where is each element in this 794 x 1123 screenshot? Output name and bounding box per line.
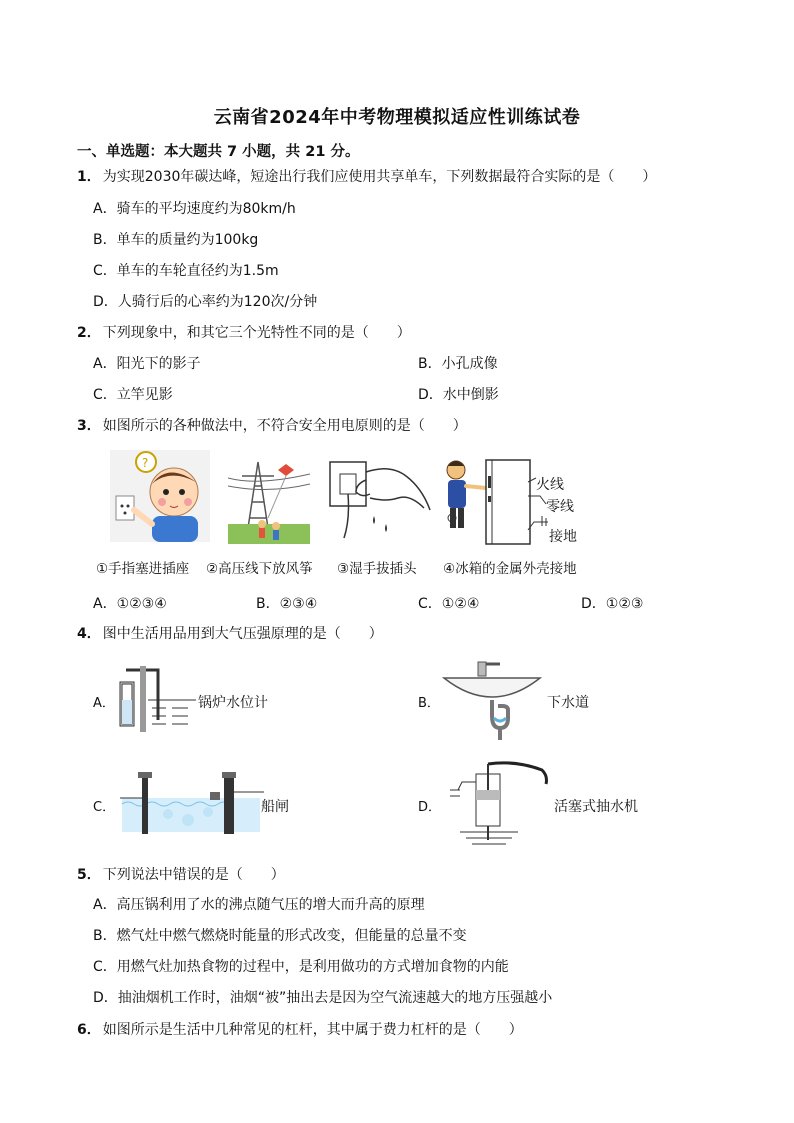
q1-option-a: A．骑车的平均速度约为80km/h — [93, 201, 296, 217]
question-stem: 为实现2030年碳达峰，短途出行我们应使用共享单车，下列数据最符合实际的是（ ） — [102, 169, 657, 185]
page-title: 云南省2024年中考物理模拟适应性训练试卷 — [213, 107, 581, 128]
question-number: 1． — [77, 169, 101, 185]
q2-option-c: C．立竿见影 — [93, 387, 173, 403]
question-number: 2． — [77, 325, 101, 341]
wet-hand-plug-illustration — [326, 458, 434, 544]
q3-option-d: D．①②③ — [581, 596, 644, 612]
question-6 — [77, 1019, 523, 1039]
live-wire-label: 火线 — [536, 477, 564, 493]
question-stem: 如图所示的各种做法中，不符合安全用电原则的是（ ） — [102, 418, 467, 434]
question-stem: 图中生活用品用到大气压强原理的是（ ） — [102, 626, 383, 642]
q1-option-d: D．人骑行后的心率约为120次/分钟 — [93, 294, 318, 310]
q2-option-d: D．水中倒影 — [418, 387, 499, 403]
kite-powerline-illustration — [228, 458, 310, 544]
q4-letter-b: B． — [418, 696, 440, 711]
q4-label-d: 活塞式抽水机 — [554, 799, 638, 815]
piston-pump-figure — [446, 760, 552, 848]
q3-caption-3: ③湿手拔插头 — [337, 561, 417, 577]
question-number: 6． — [77, 1022, 101, 1038]
neutral-wire-label: 零线 — [546, 499, 574, 515]
q2-option-a: A．阳光下的影子 — [93, 356, 201, 372]
question-3 — [77, 415, 467, 435]
q1-option-b: B．单车的质量约为100kg — [93, 232, 259, 248]
q2-option-b: B．小孔成像 — [418, 356, 498, 372]
question-stem: 下列说法中错误的是（ ） — [102, 867, 285, 883]
ship-lock-figure — [118, 768, 264, 838]
boiler-gauge-figure — [118, 660, 198, 736]
q4-letter-c: C． — [93, 800, 116, 815]
section-heading: 一、单选题：本大题共 7 小题，共 21 分。 — [77, 144, 360, 160]
question-number: 3． — [77, 418, 101, 434]
q4-label-a: 锅炉水位计 — [198, 695, 268, 711]
q3-option-b: B．②③④ — [256, 596, 318, 612]
question-stem: 如图所示是生活中几种常见的杠杆，其中属于费力杠杆的是（ ） — [102, 1022, 523, 1038]
q5-option-d: D．抽油烟机工作时，油烟“被”抽出去是因为空气流速越大的地方压强越小 — [93, 990, 553, 1006]
question-5 — [77, 864, 285, 884]
child-socket-illustration — [108, 448, 212, 544]
q3-caption-4: ④冰箱的金属外壳接地 — [443, 561, 577, 577]
question-1 — [77, 166, 656, 186]
q4-label-c: 船闸 — [261, 799, 289, 815]
question-stem: 下列现象中，和其它三个光特性不同的是（ ） — [102, 325, 411, 341]
q5-option-b: B．燃气灶中燃气燃烧时能量的形式改变，但能量的总量不变 — [93, 928, 467, 944]
q3-caption-1: ①手指塞进插座 — [96, 561, 190, 577]
q3-option-a: A．①②③④ — [93, 596, 167, 612]
svg-text:?: ? — [142, 456, 149, 470]
q1-option-c: C．单车的车轮直径约为1.5m — [93, 263, 279, 279]
ground-wire-label: 接地 — [549, 529, 577, 545]
q5-option-a: A．高压锅利用了水的沸点随气压的增大而升高的原理 — [93, 897, 425, 913]
q4-letter-a: A． — [93, 696, 115, 711]
question-2 — [77, 322, 411, 342]
wire-lines — [520, 470, 560, 540]
q4-letter-d: D． — [418, 800, 442, 815]
question-number: 4． — [77, 626, 101, 642]
q4-label-b: 下水道 — [547, 695, 589, 711]
q3-option-c: C．①②④ — [418, 596, 480, 612]
question-4 — [77, 623, 383, 643]
q5-option-c: C．用燃气灶加热食物的过程中，是利用做功的方式增加食物的内能 — [93, 959, 509, 975]
q3-caption-2: ②高压线下放风筝 — [206, 561, 313, 577]
question-number: 5． — [77, 867, 101, 883]
sink-drain-figure — [440, 656, 544, 742]
